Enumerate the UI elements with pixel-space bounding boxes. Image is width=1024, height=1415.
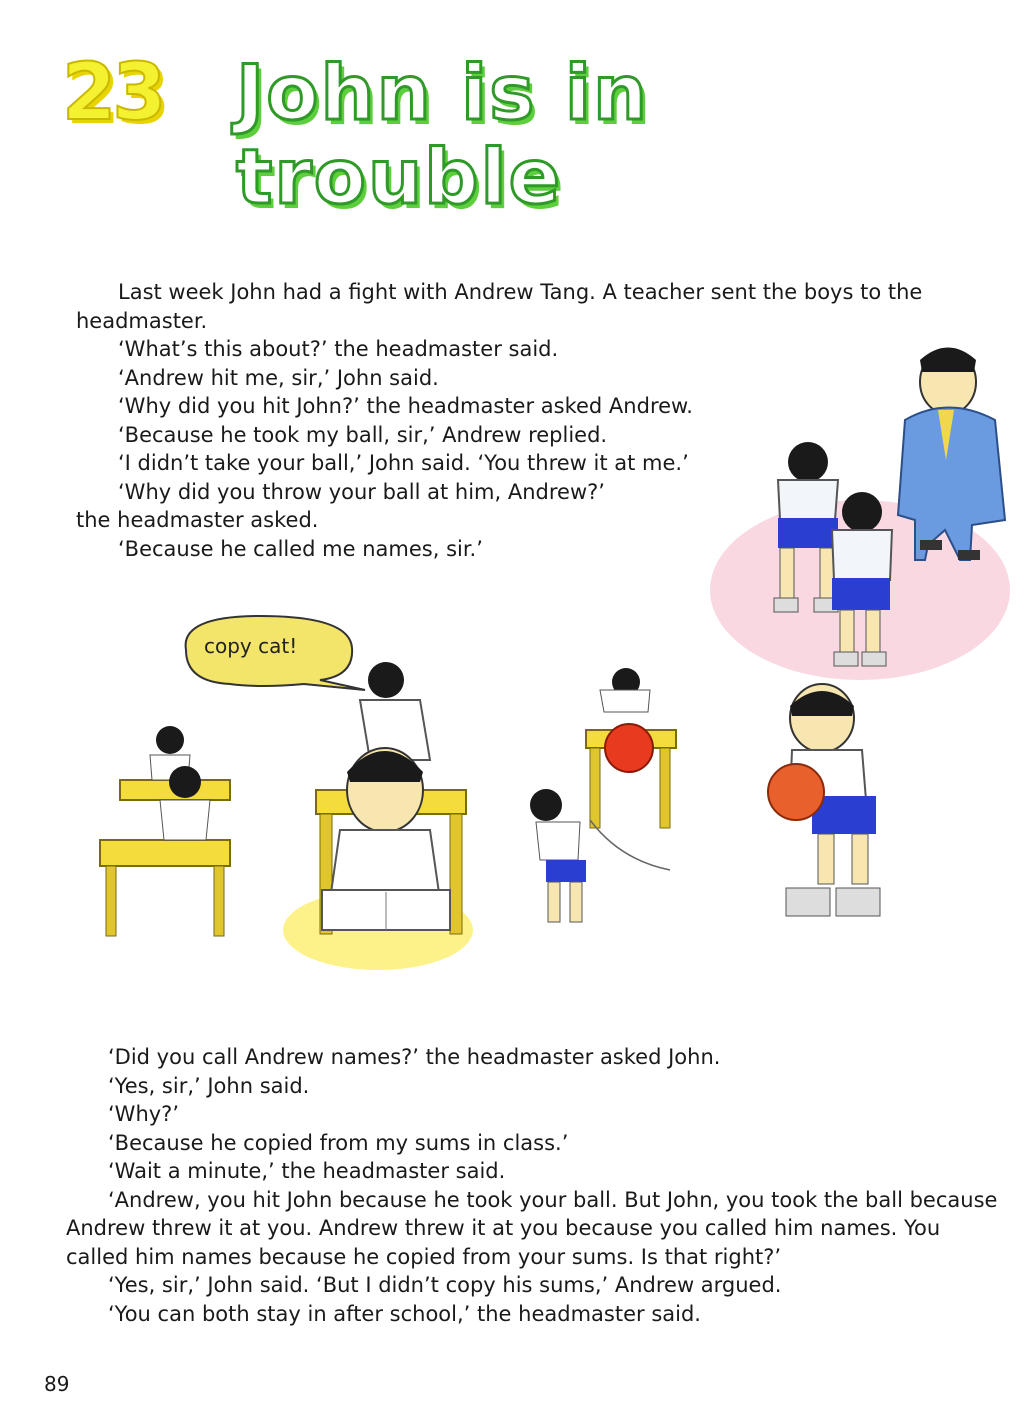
story-paragraph: ‘Why did you hit John?’ the headmaster asked Andrew. xyxy=(118,394,693,418)
story-part-2 xyxy=(66,1043,1002,1328)
story-paragraph: Last week John had a fight with Andrew Tang. A teacher sent the boys to the headmaster. xyxy=(76,280,923,333)
lesson-number: 23 xyxy=(62,48,163,138)
story-paragraph: ‘Why?’ xyxy=(108,1102,179,1126)
story-paragraph: ‘Yes, sir,’ John said. xyxy=(108,1073,310,1098)
classroom-scene-illustration xyxy=(100,662,473,970)
headmaster-scene-illustration xyxy=(710,348,1010,681)
story-paragraph: ‘What’s this about?’ the headmaster said. xyxy=(118,337,559,361)
ball-throw-illustration xyxy=(530,668,676,922)
story-paragraph: ‘Did you call Andrew names?’ the headmaster asked John. xyxy=(108,1045,721,1069)
john-with-ball-illustration xyxy=(768,684,880,916)
story-paragraph: ‘Why did you throw your ball at him, Andrew?’ xyxy=(118,479,605,504)
story-paragraph: ‘Wait a minute,’ the headmaster said. xyxy=(108,1159,506,1183)
story-paragraph: ‘Because he took my ball, sir,’ Andrew replied. xyxy=(118,422,608,447)
lesson-title-line-1: John is in xyxy=(236,48,650,137)
lesson-title-line-2: trouble xyxy=(236,132,563,221)
story-paragraph: ‘Andrew, you hit John because he took your ball. But John, you took the ball because Andrew threw it at you. Andrew threw it at you because you called him names. You called him names because he copied from your sums. Is that right?’ xyxy=(66,1187,998,1269)
story-paragraph: ‘Yes, sir,’ John said. ‘But I didn’t copy his sums,’ Andrew argued. xyxy=(108,1273,782,1297)
story-paragraph: ‘Because he called me names, sir.’ xyxy=(118,536,483,561)
speech-bubble-text: copy cat! xyxy=(204,634,298,658)
story-paragraph: ‘Andrew hit me, sir,’ John said. xyxy=(118,365,439,390)
page-number: 89 xyxy=(44,1372,70,1396)
story-paragraph: the headmaster asked. xyxy=(76,508,319,532)
story-paragraph: ‘I didn’t take your ball,’ John said. ‘You threw it at me.’ xyxy=(118,451,689,475)
story-paragraph: ‘Because he copied from my sums in class.’ xyxy=(108,1130,569,1155)
story-paragraph: ‘You can both stay in after school,’ the headmaster said. xyxy=(108,1301,701,1326)
